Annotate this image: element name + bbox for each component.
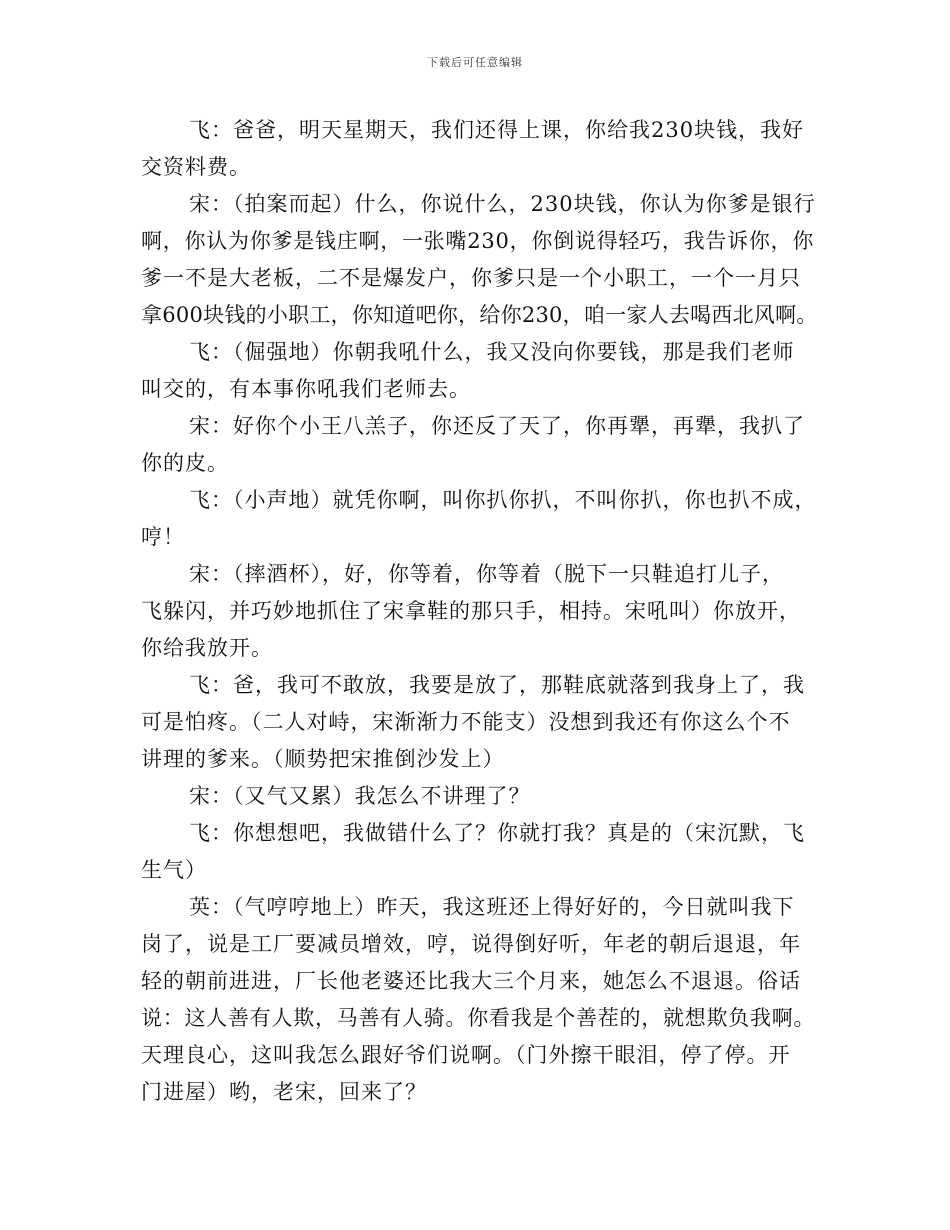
- text-line: 飞：爸爸，明天星期天，我们还得上课，你给我230块钱，我好: [189, 118, 805, 142]
- text-line: 说：这人善有人欺，马善有人骑。你看我是个善茬的，就想欺负我啊。: [141, 1006, 816, 1030]
- text-line: 宋：（又气又累）我怎么不讲理了？: [189, 784, 531, 808]
- text-line: 讲理的爹来。（顺势把宋推倒沙发上）: [141, 747, 505, 771]
- text-line: 生气）: [141, 858, 207, 882]
- text-line: 你给我放开。: [141, 636, 273, 660]
- text-line: 门进屋）哟，老宋，回来了？: [141, 1080, 427, 1104]
- text-line: 飞：爸，我可不敢放，我要是放了，那鞋底就落到我身上了，我: [189, 673, 805, 697]
- text-line: 英：（气哼哼地上）昨天，我这班还上得好好的，今日就叫我下: [189, 895, 795, 919]
- text-line: 哼！: [141, 525, 185, 549]
- text-line: 拿600块钱的小职工，你知道吧你，给你230，咱一家人去喝西北风啊。: [141, 303, 818, 327]
- text-line: 宋：（拍案而起）什么，你说什么，230块钱，你认为你爹是银行: [189, 192, 816, 216]
- text-line: 飞：你想想吧，我做错什么了？你就打我？真是的（宋沉默，飞: [189, 821, 805, 845]
- text-line: 飞：（小声地）就凭你啊，叫你扒你扒，不叫你扒，你也扒不成，: [189, 488, 817, 512]
- text-line: 飞：（倔强地）你朝我吼什么，我又没向你要钱，那是我们老师: [189, 340, 795, 364]
- text-line: 爹一不是大老板，二不是爆发户，你爹只是一个小职工，一个一月只: [141, 266, 801, 290]
- text-line: 宋：（摔酒杯），好，你等着，你等着（脱下一只鞋追打儿子，: [189, 562, 784, 586]
- text-line: 交资料费。: [141, 155, 251, 179]
- text-line: 叫交的，有本事你吼我们老师去。: [141, 377, 471, 401]
- text-line: 啊，你认为你爹是钱庄啊，一张嘴230，你倒说得轻巧，我告诉你，你: [141, 229, 815, 253]
- script-body: [141, 112, 821, 1111]
- text-line: 轻的朝前进进，厂长他老婆还比我大三个月来，她怎么不退退。俗话: [141, 969, 801, 993]
- text-line: 宋：好你个小王八羔子，你还反了天了，你再犟，再犟，我扒了: [189, 414, 805, 438]
- text-line: 岗了，说是工厂要减员增效，哼，说得倒好听，年老的朝后退退，年: [141, 932, 801, 956]
- text-line: 你的皮。: [141, 451, 229, 475]
- text-line: 天理良心，这叫我怎么跟好爷们说啊。（门外擦干眼泪，停了停。开: [141, 1043, 791, 1067]
- text-line: 可是怕疼。（二人对峙，宋渐渐力不能支）没想到我还有你这么个不: [141, 710, 791, 734]
- text-line: 飞躲闪，并巧妙地抓住了宋拿鞋的那只手，相持。宋吼叫）你放开，: [141, 599, 801, 623]
- page-header: 下载后可任意编辑: [427, 56, 523, 69]
